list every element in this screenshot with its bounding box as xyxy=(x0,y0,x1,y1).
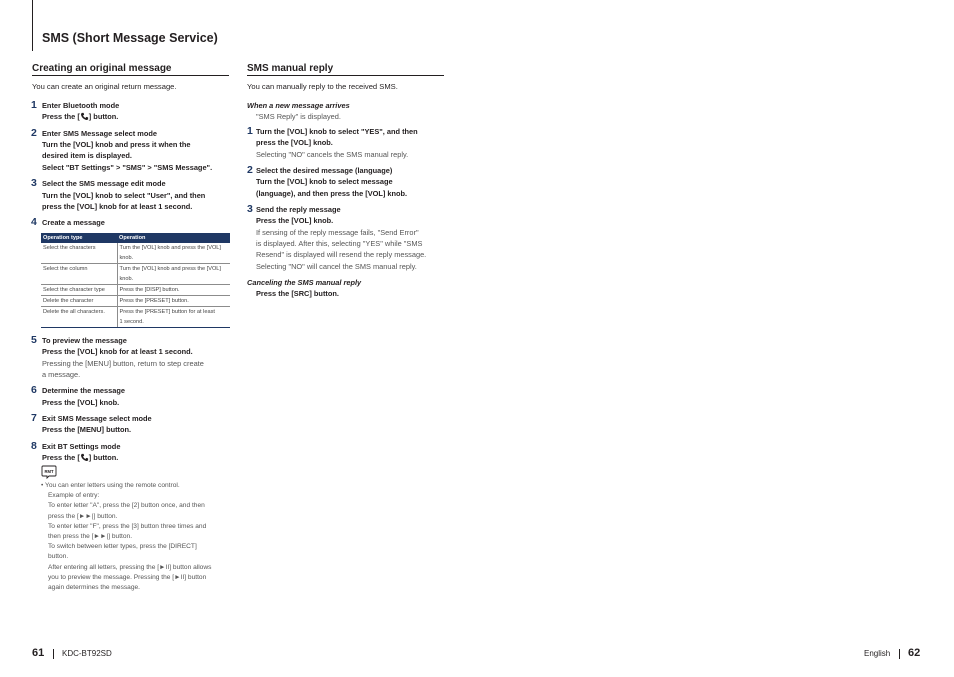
step-text: desired item is displayed. xyxy=(42,151,132,160)
step-number: 1 xyxy=(247,125,253,137)
table-row xyxy=(41,296,230,307)
table-row xyxy=(41,243,230,264)
note-line: To switch between letter types, press the [DIRECT] xyxy=(48,543,197,551)
step-text: Turn the [VOL] knob to select "YES", and then xyxy=(256,127,418,136)
cell-line: Press the [PRESET] button for at least xyxy=(119,309,215,315)
step-number: 2 xyxy=(247,164,253,176)
step-title: Exit SMS Message select mode xyxy=(42,414,152,423)
model-name: KDC-BT92SD xyxy=(62,649,112,658)
column-header: Operation type xyxy=(41,233,117,243)
step-title: Enter Bluetooth mode xyxy=(42,101,120,110)
cell-line: Turn the [VOL] knob and press the [VOL] xyxy=(119,245,221,251)
step-text: Press the [ ] button. xyxy=(42,112,119,121)
footer-divider xyxy=(899,649,900,659)
left-intro: You can create an original return message. xyxy=(32,82,177,91)
step-text: Press the [MENU] button. xyxy=(42,425,132,434)
step-note: Resend" is displayed will resend the reply message. xyxy=(256,250,427,259)
table-cell xyxy=(117,243,230,264)
step-note: is displayed. After this, selecting "YES" while "SMS xyxy=(256,239,423,248)
sub-text: "SMS Reply" is displayed. xyxy=(256,112,341,121)
step-text: Press the [SRC] button. xyxy=(256,289,339,298)
header-rule xyxy=(32,0,33,51)
note-line: Example of entry: xyxy=(48,492,100,500)
step-number: 3 xyxy=(31,177,37,189)
step-number: 6 xyxy=(31,384,37,396)
step-note: If sensing of the reply message fails, "Send Error" xyxy=(256,228,419,237)
cell-line: 1 second. xyxy=(119,319,144,325)
note-line: you to preview the message. Pressing the [►II] button xyxy=(48,573,207,581)
step-number: 1 xyxy=(31,99,37,111)
step-text: Turn the [VOL] knob to select message xyxy=(256,177,393,186)
step-text: press the [VOL] knob for at least 1 second. xyxy=(42,202,193,211)
step-number: 3 xyxy=(247,203,253,215)
note-line: • You can enter letters using the remote control. xyxy=(41,482,180,489)
left-section-heading: Creating an original message xyxy=(32,63,229,76)
table-cell: Delete the character xyxy=(41,296,117,307)
step-text: Turn the [VOL] knob to select "User", and then xyxy=(42,191,206,200)
sub-heading: When a new message arrives xyxy=(247,101,350,110)
table-cell xyxy=(117,307,230,328)
table-cell: Select the characters xyxy=(41,243,117,264)
table-cell: Press the [PRESET] button. xyxy=(117,296,230,307)
step-title: Determine the message xyxy=(42,386,125,395)
step-title: Create a message xyxy=(42,218,105,227)
right-intro: You can manually reply to the received SMS. xyxy=(247,82,398,91)
note-line: To enter letter "A", press the [2] button once, and then xyxy=(48,502,205,510)
step-number: 4 xyxy=(31,216,37,228)
step-number: 7 xyxy=(31,412,37,424)
cell-line: knob. xyxy=(119,255,134,261)
step-title: Enter SMS Message select mode xyxy=(42,129,158,138)
table-header-row xyxy=(41,233,230,243)
note-line: press the [►►|] button. xyxy=(48,512,118,520)
step-note: Pressing the [MENU] button, return to step create xyxy=(42,359,204,368)
remote-note-label: RMT xyxy=(44,469,54,475)
note-line: again determines the message. xyxy=(48,584,141,592)
step-note: Selecting "NO" cancels the SMS manual reply. xyxy=(256,150,409,159)
step-title: To preview the message xyxy=(42,336,127,345)
step-text: press the [VOL] knob. xyxy=(256,138,333,147)
phone-icon xyxy=(80,112,89,121)
table-row xyxy=(41,285,230,296)
note-line: then press the [►►|] button. xyxy=(48,533,133,541)
table-cell: Select the column xyxy=(41,264,117,285)
remote-notes xyxy=(41,481,233,593)
table-cell: Delete the all characters. xyxy=(41,307,117,328)
table-cell: Press the [DISP] button. xyxy=(117,285,230,296)
right-section-heading: SMS manual reply xyxy=(247,63,444,76)
table-cell xyxy=(117,264,230,285)
note-line: To enter letter "F", press the [3] button three times and xyxy=(48,522,207,530)
column-header: Operation xyxy=(117,233,230,243)
remote-note-icon xyxy=(41,465,57,479)
step-title: Exit BT Settings mode xyxy=(42,442,121,451)
sub-heading: Canceling the SMS manual reply xyxy=(247,278,362,287)
note-line: button. xyxy=(48,553,69,561)
step-text: Press the [VOL] knob. xyxy=(42,398,120,407)
language-label: English xyxy=(864,649,891,658)
step-text: Turn the [VOL] knob and press it when the xyxy=(42,140,191,149)
step-text: Select "BT Settings" > "SMS" > "SMS Message". xyxy=(42,163,213,172)
note-line: After entering all letters, pressing the [►II] button allows xyxy=(48,563,212,571)
page-number-right: 62 xyxy=(908,647,921,659)
step-number: 5 xyxy=(31,334,37,346)
step-text: Press the [VOL] knob. xyxy=(256,216,334,225)
operations-table xyxy=(41,233,230,328)
step-note: a message. xyxy=(42,370,81,379)
phone-icon xyxy=(80,453,89,462)
page-number-left: 61 xyxy=(32,647,45,659)
table-cell: Select the character type xyxy=(41,285,117,296)
cell-line: Turn the [VOL] knob and press the [VOL] xyxy=(119,266,221,272)
table-row xyxy=(41,264,230,285)
step-title: Select the SMS message edit mode xyxy=(42,179,166,188)
footer-divider xyxy=(53,649,54,659)
step-number: 2 xyxy=(31,127,37,139)
step-text: Press the [VOL] knob for at least 1 second. xyxy=(42,347,193,356)
step-title: Send the reply message xyxy=(256,205,341,214)
step-text: Press the [ ] button. xyxy=(42,453,119,462)
table-row xyxy=(41,307,230,328)
note-indented-block xyxy=(41,491,233,593)
page-title: SMS (Short Message Service) xyxy=(42,31,218,45)
step-title: Select the desired message (language) xyxy=(256,166,393,175)
step-text: (language), and then press the [VOL] knob. xyxy=(256,189,408,198)
step-note: Selecting "NO" will cancel the SMS manual reply. xyxy=(256,262,417,271)
cell-line: knob. xyxy=(119,276,134,282)
step-number: 8 xyxy=(31,440,37,452)
